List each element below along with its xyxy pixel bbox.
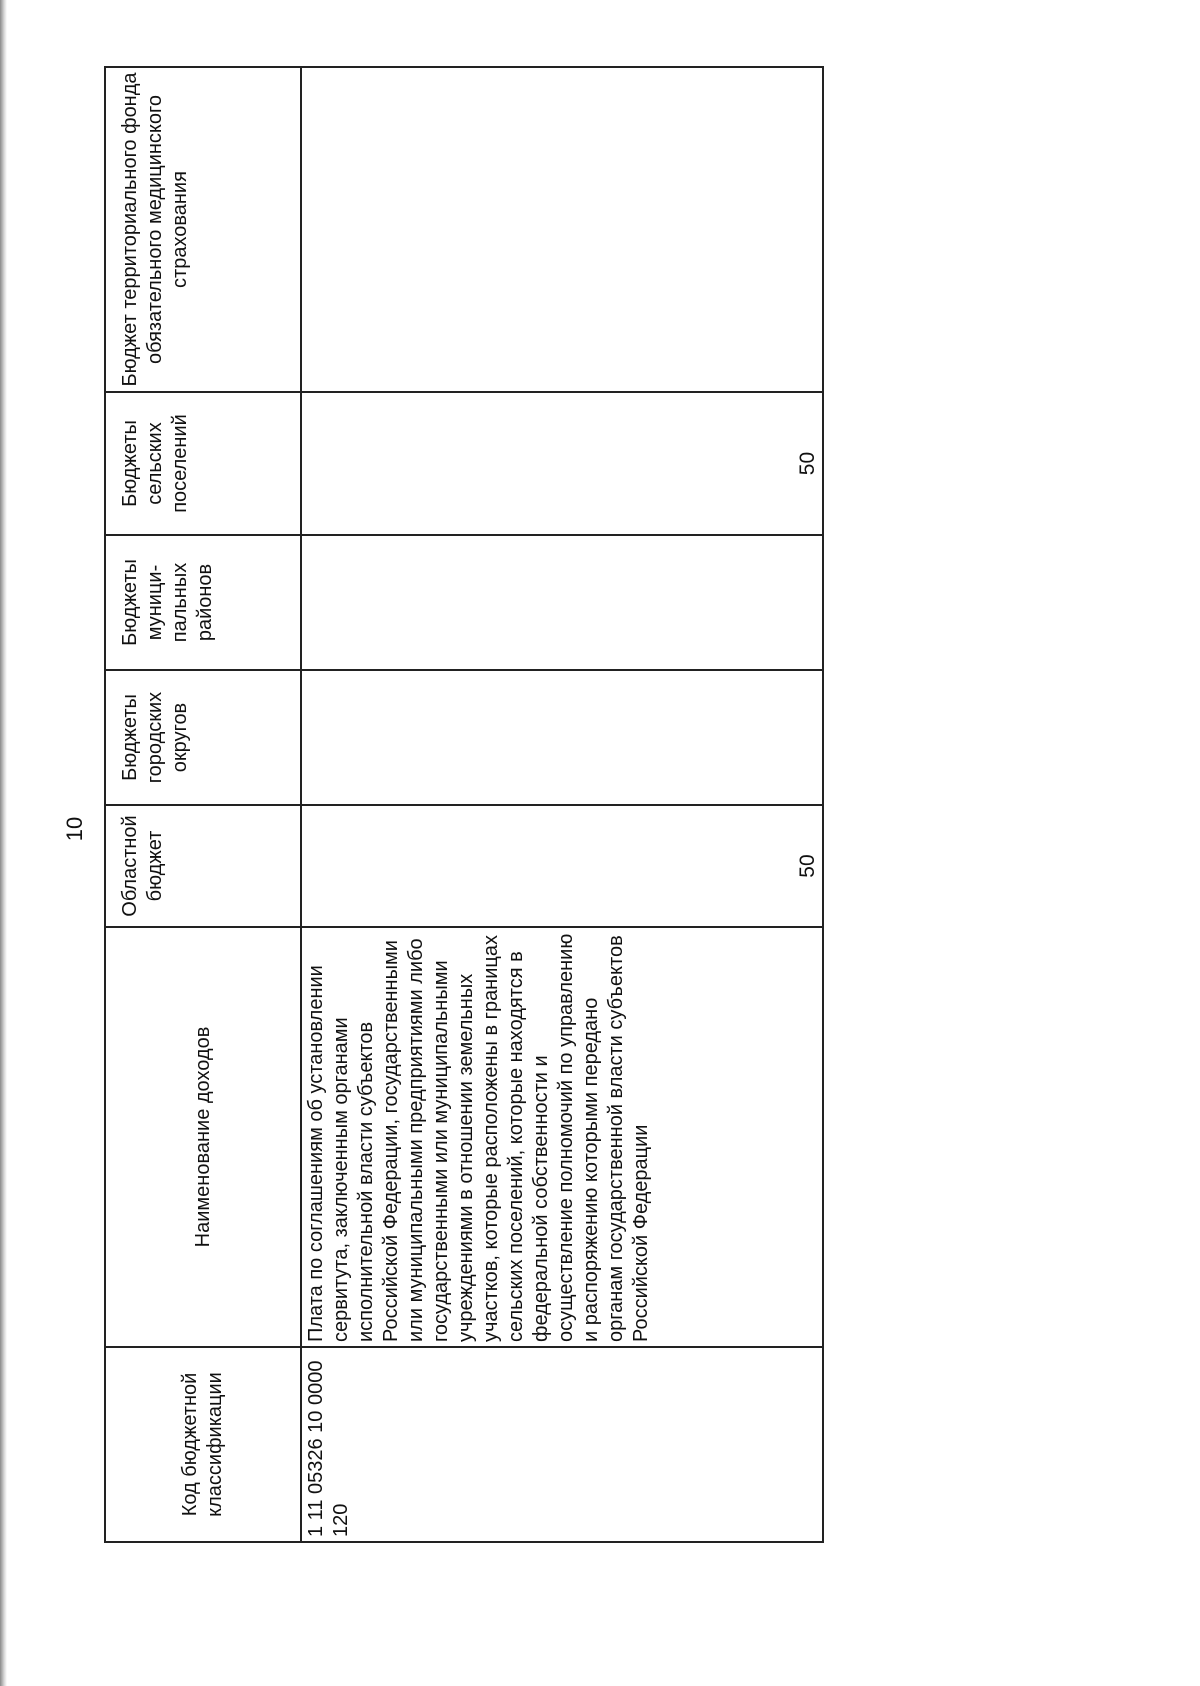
cell-health-insurance-fund xyxy=(301,67,823,392)
table-row xyxy=(301,67,823,1542)
page-number: 10 xyxy=(62,816,87,842)
header-rural-settlements: Бюджеты сельских поселений xyxy=(105,392,301,535)
cell-code: 1 11 05326 10 0000 120 xyxy=(301,1347,823,1542)
header-urban-districts: Бюджеты городских округов xyxy=(105,670,301,805)
cell-rural-settlements: 50 xyxy=(301,392,823,535)
table-container xyxy=(104,68,824,1543)
header-regional-budget: Областной бюджет xyxy=(105,805,301,927)
header-municipal-districts: Бюджеты муници-пальных районов xyxy=(105,535,301,670)
header-name: Наименование доходов xyxy=(105,927,301,1347)
cell-municipal-districts xyxy=(301,535,823,670)
header-health-insurance-fund: Бюджет территориального фонда обязательного медицинского страхования xyxy=(105,67,301,392)
header-code: Код бюджетной классификации xyxy=(105,1347,301,1542)
cell-name: Плата по соглашениям об установлении сервитута, заключенным органами исполнительной власти субъектов Российской Федерации, государственными или муниципальными предприятиями либо государственными или муниципальными учреждениями в отношении земельных участков, которые расположены в границах сельских поселений, которые находятся в федеральной собственности и осуществление полномочий по управлению и распоряжению которыми передано органам государственной власти субъектов Российской Федерации xyxy=(301,927,823,1347)
cell-regional: 50 xyxy=(301,805,823,927)
scan-edge xyxy=(0,0,7,1686)
revenue-distribution-table xyxy=(104,66,824,1543)
cell-urban-districts xyxy=(301,670,823,805)
table-header-row xyxy=(105,67,301,1542)
